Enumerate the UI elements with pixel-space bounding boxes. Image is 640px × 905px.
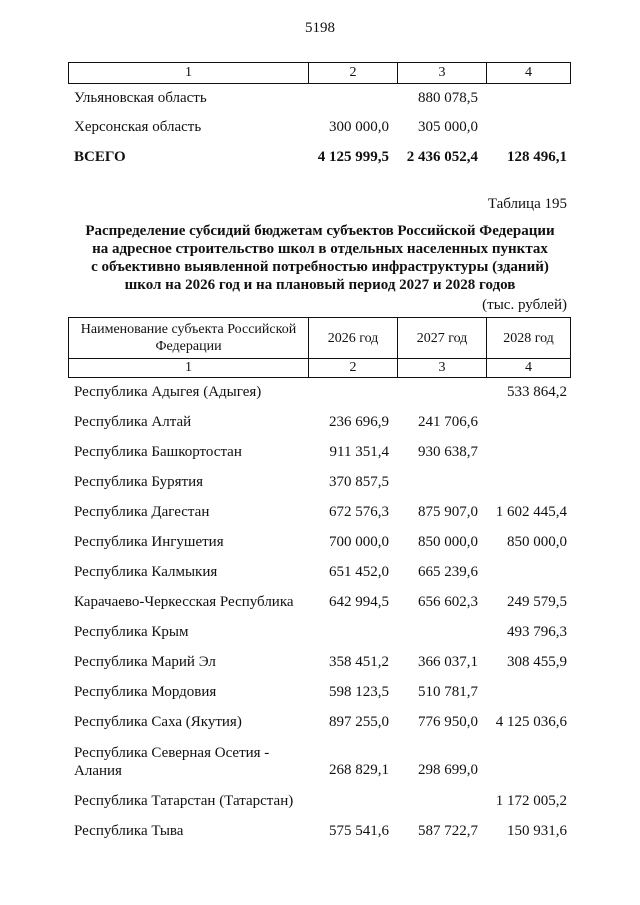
value-2026: 370 857,5 bbox=[329, 474, 389, 490]
units-label: (тыс. рублей) bbox=[482, 297, 567, 313]
value-2028: 249 579,5 bbox=[507, 594, 567, 610]
value-2028: 4 125 036,6 bbox=[495, 714, 567, 730]
header-2028: 2028 год bbox=[487, 318, 571, 359]
table-row bbox=[0, 444, 640, 464]
value-2028: 533 864,2 bbox=[507, 384, 567, 400]
header-2026: 2026 год bbox=[309, 318, 398, 359]
region-name: Республика Башкортостан bbox=[74, 444, 242, 460]
value-2026: 911 351,4 bbox=[329, 444, 389, 460]
value-2026: 897 255,0 bbox=[329, 714, 389, 730]
table-row bbox=[0, 119, 640, 139]
table-row bbox=[0, 714, 640, 734]
value-2026: 358 451,2 bbox=[329, 654, 389, 670]
value-2027: 850 000,0 bbox=[418, 534, 478, 550]
value-2026: 642 994,5 bbox=[329, 594, 389, 610]
value-2027: 366 037,1 bbox=[418, 654, 478, 670]
column-number-3: 3 bbox=[398, 359, 487, 378]
value-2026: 651 452,0 bbox=[329, 564, 389, 580]
region-name: Республика Бурятия bbox=[74, 474, 204, 490]
table-row bbox=[0, 684, 640, 704]
value-2028: 850 000,0 bbox=[507, 534, 567, 550]
header-2027: 2027 год bbox=[398, 318, 487, 359]
column-number-3: 3 bbox=[398, 63, 487, 84]
table-row bbox=[0, 594, 640, 614]
column-number-1: 1 bbox=[69, 359, 309, 378]
region-name: Республика Калмыкия bbox=[74, 564, 218, 580]
total-row bbox=[0, 149, 640, 169]
value-2026: 672 576,3 bbox=[329, 504, 389, 520]
table-label: Таблица 195 bbox=[487, 196, 567, 212]
value-2026: 700 000,0 bbox=[329, 534, 389, 550]
value-2026: 268 829,1 bbox=[329, 762, 389, 778]
total-2028: 128 496,1 bbox=[507, 149, 567, 165]
region-name: Республика Марий Эл bbox=[74, 654, 216, 670]
value-2027: 930 638,7 bbox=[418, 444, 478, 460]
table-row bbox=[0, 90, 640, 110]
region-name: Республика Саха (Якутия) bbox=[74, 714, 242, 730]
value-2028: 150 931,6 bbox=[507, 823, 567, 839]
table-row bbox=[0, 564, 640, 584]
table-row bbox=[0, 793, 640, 813]
table-row bbox=[0, 414, 640, 434]
region-name: Республика Тыва bbox=[74, 823, 184, 839]
table-row bbox=[0, 534, 640, 554]
total-2026: 4 125 999,5 bbox=[317, 149, 389, 165]
total-label: ВСЕГО bbox=[74, 149, 126, 165]
table-row bbox=[0, 474, 640, 494]
title-line: школ на 2026 год и на плановый период 2027 и 2028 годов bbox=[124, 277, 516, 293]
region-name: Херсонская область bbox=[74, 119, 202, 135]
value-2028: 1 172 005,2 bbox=[495, 793, 567, 809]
value-2027: 305 000,0 bbox=[418, 119, 478, 135]
column-number-2: 2 bbox=[309, 359, 398, 378]
region-name: Республика Северная Осетия - Алания bbox=[74, 745, 270, 779]
region-name: Республика Дагестан bbox=[74, 504, 210, 520]
table-row bbox=[0, 654, 640, 674]
column-number-4: 4 bbox=[487, 63, 571, 84]
table-row bbox=[0, 504, 640, 524]
table-row bbox=[0, 624, 640, 644]
column-number-4: 4 bbox=[487, 359, 571, 378]
value-2026: 575 541,6 bbox=[329, 823, 389, 839]
region-name: Республика Татарстан (Татарстан) bbox=[74, 793, 294, 809]
table-title bbox=[60, 222, 580, 294]
value-2027: 656 602,3 bbox=[418, 594, 478, 610]
title-line: с объективно выявленной потребностью инфраструктуры (зданий) bbox=[91, 259, 549, 275]
total-2027: 2 436 052,4 bbox=[406, 149, 478, 165]
column-number-2: 2 bbox=[309, 63, 398, 84]
value-2027: 510 781,7 bbox=[418, 684, 478, 700]
value-2026: 300 000,0 bbox=[329, 119, 389, 135]
value-2027: 776 950,0 bbox=[418, 714, 478, 730]
value-2026: 236 696,9 bbox=[329, 414, 389, 430]
table-row bbox=[0, 823, 640, 843]
table-row bbox=[0, 384, 640, 404]
top-table-column-numbers bbox=[68, 62, 571, 84]
region-name: Карачаево-Черкесская Республика bbox=[74, 594, 294, 610]
region-name: Республика Адыгея (Адыгея) bbox=[74, 384, 262, 400]
column-number-1: 1 bbox=[69, 63, 309, 84]
value-2028: 493 796,3 bbox=[507, 624, 567, 640]
value-2027: 587 722,7 bbox=[418, 823, 478, 839]
value-2027: 241 706,6 bbox=[418, 414, 478, 430]
region-name: Республика Алтай bbox=[74, 414, 192, 430]
header-region-name: Наименование субъекта Российской Федерации bbox=[69, 318, 309, 359]
table-row bbox=[0, 744, 640, 782]
region-name: Республика Ингушетия bbox=[74, 534, 224, 550]
page-number: 5198 bbox=[305, 20, 335, 36]
value-2026: 598 123,5 bbox=[329, 684, 389, 700]
title-line: на адресное строительство школ в отдельных населенных пунктах bbox=[92, 241, 548, 257]
value-2027: 880 078,5 bbox=[418, 90, 478, 106]
title-line: Распределение субсидий бюджетам субъектов Российской Федерации bbox=[85, 223, 555, 239]
value-2027: 298 699,0 bbox=[418, 762, 478, 778]
region-name: Республика Крым bbox=[74, 624, 189, 640]
region-name: Республика Мордовия bbox=[74, 684, 217, 700]
region-name: Ульяновская область bbox=[74, 90, 207, 106]
main-table-header bbox=[68, 317, 571, 378]
value-2028: 308 455,9 bbox=[507, 654, 567, 670]
value-2027: 665 239,6 bbox=[418, 564, 478, 580]
value-2027: 875 907,0 bbox=[418, 504, 478, 520]
value-2028: 1 602 445,4 bbox=[495, 504, 567, 520]
